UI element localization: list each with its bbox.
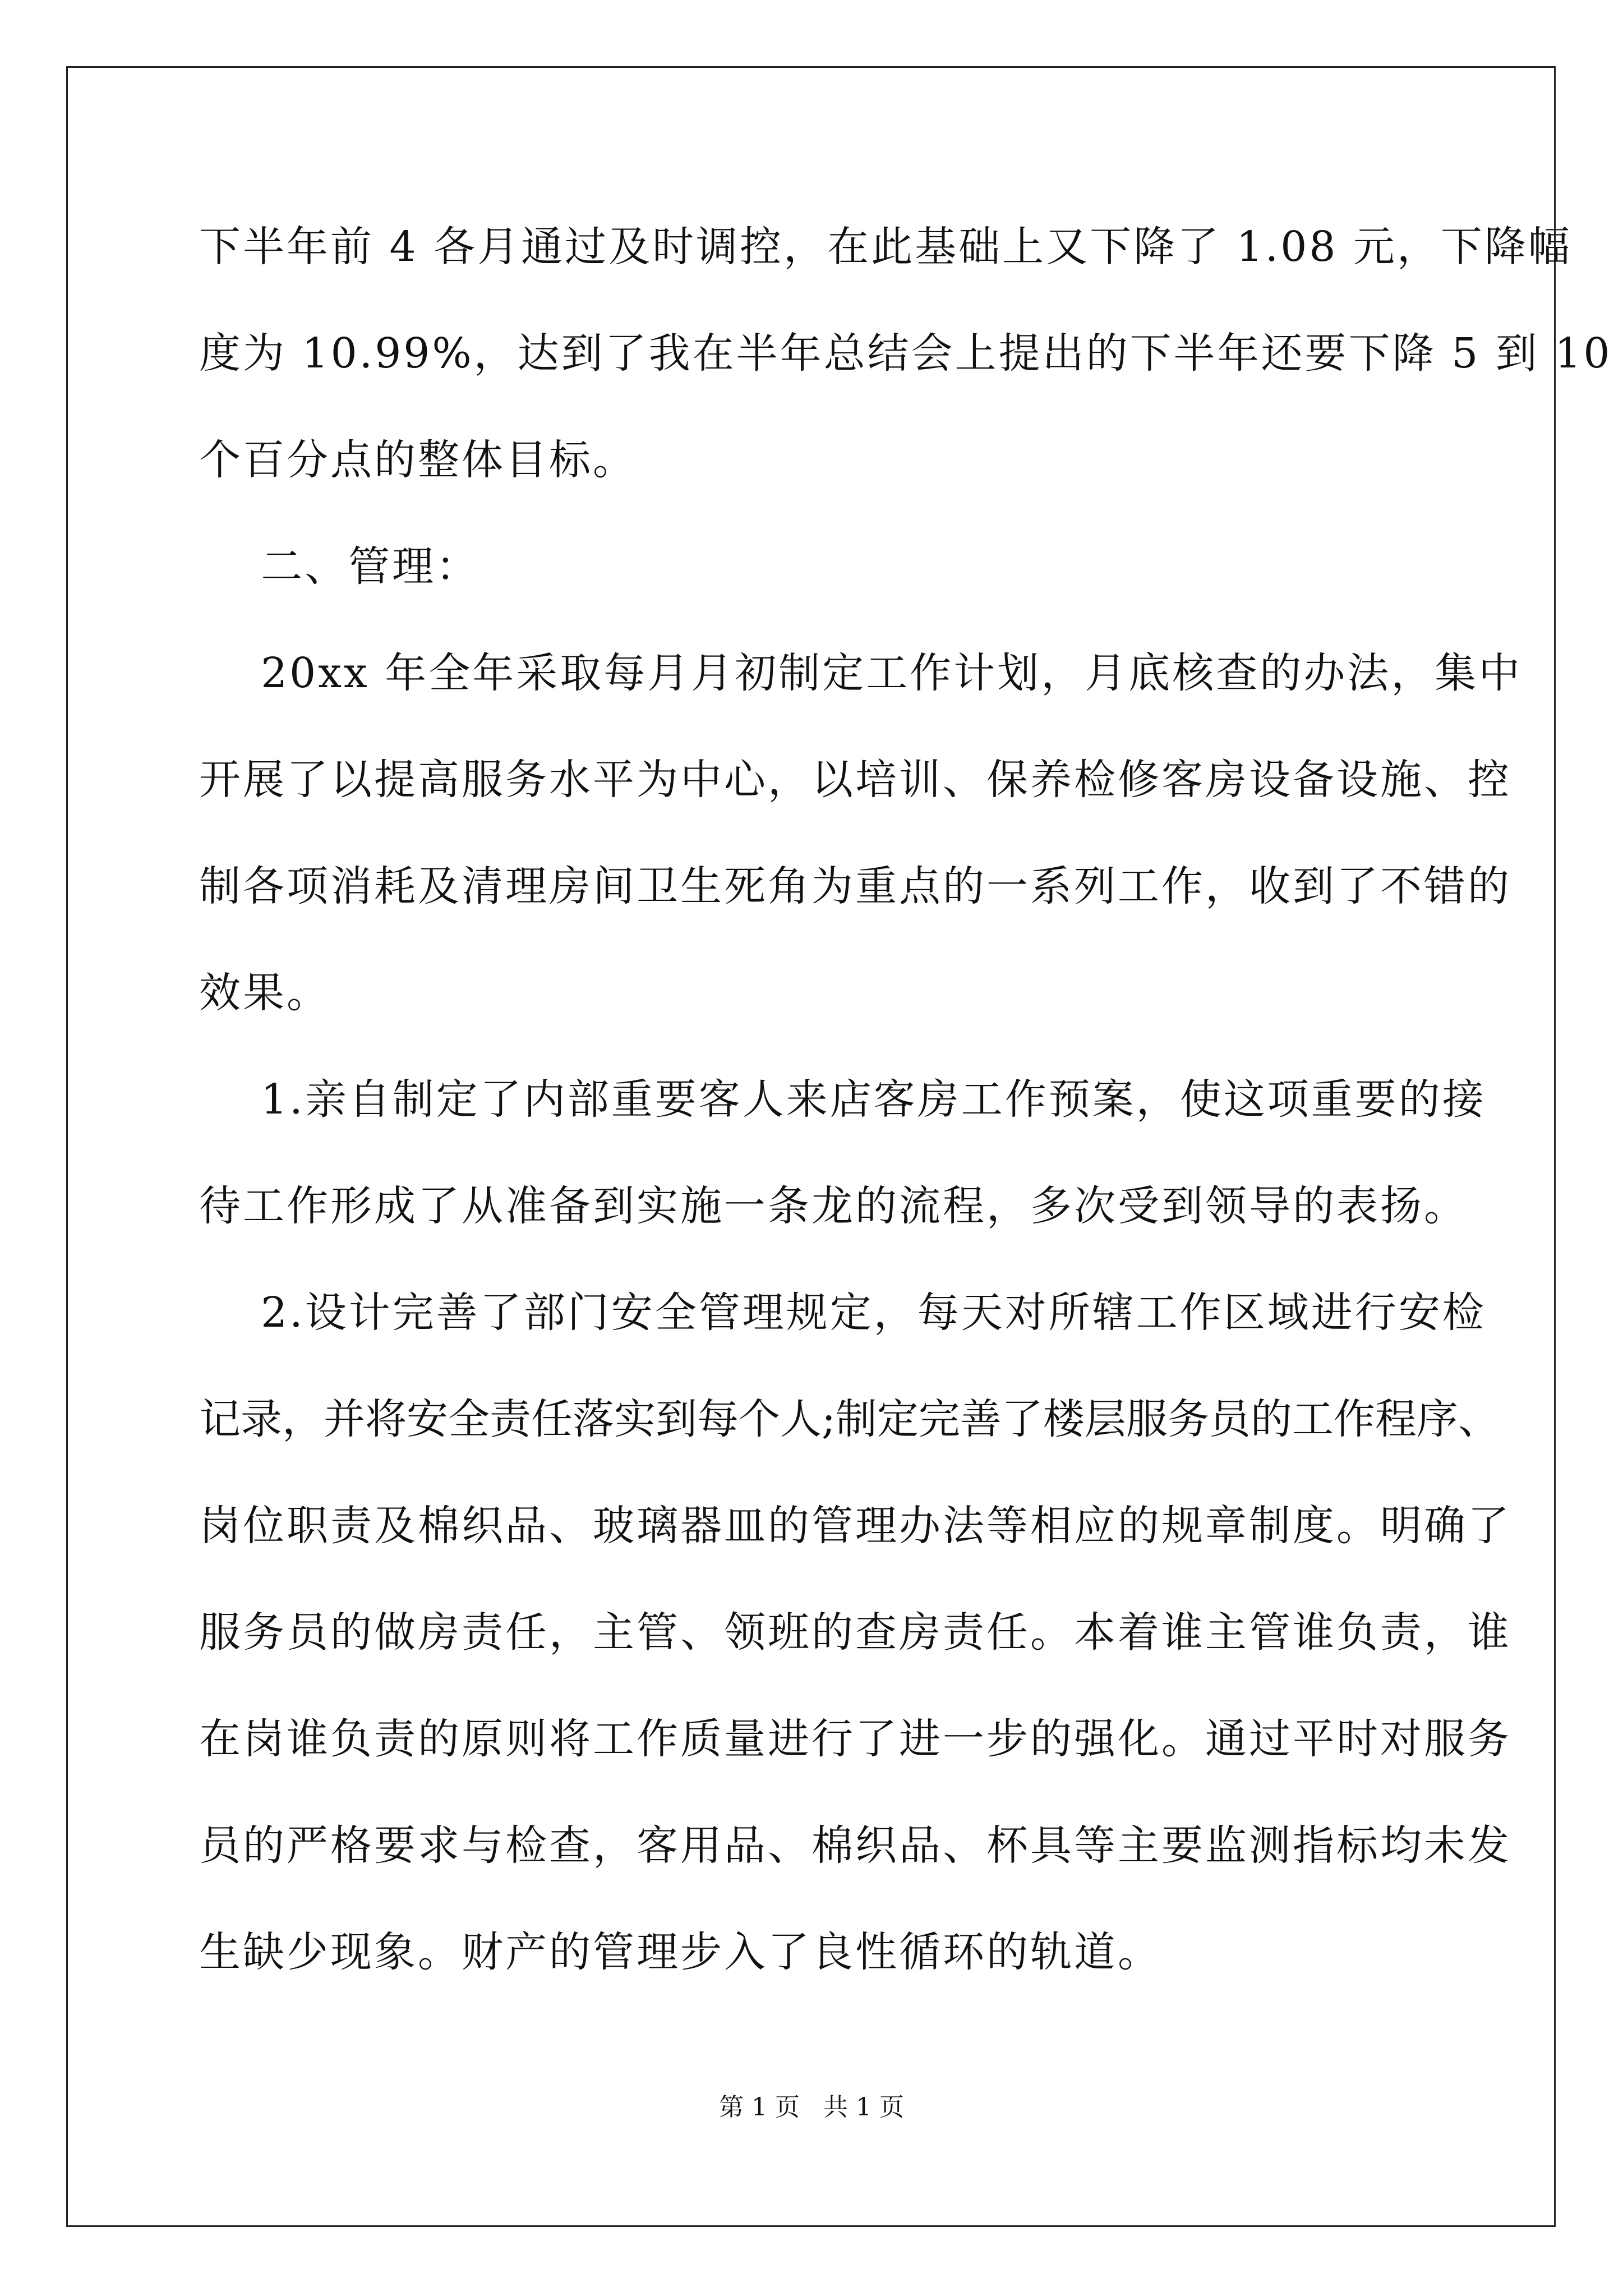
- body-line-7: 制各项消耗及清理房间卫生死角为重点的一系列工作，收到了不错的: [199, 862, 1511, 910]
- body-line-13: 岗位职责及棉织品、玻璃器皿的管理办法等相应的规章制度。明确了: [199, 1502, 1511, 1550]
- body-line-2: 度为 10.99%，达到了我在半年总结会上提出的下半年还要下降 5 到 10: [199, 329, 1612, 378]
- section-heading-management: 二、管理：: [199, 542, 480, 591]
- body-line-5: 20xx 年全年采取每月月初制定工作计划，月底核查的办法，集中: [199, 649, 1523, 697]
- body-line-6: 开展了以提高服务水平为中心，以培训、保养检修客房设备设施、控: [199, 756, 1511, 804]
- body-line-11: 2.设计完善了部门安全管理规定，每天对所辖工作区域进行安检: [199, 1289, 1486, 1337]
- body-line-1: 下半年前 4 各月通过及时调控，在此基础上又下降了 1.08 元，下降幅: [199, 223, 1572, 271]
- page-border: [66, 66, 1556, 2227]
- page-footer: 第 1 页 共 1 页: [719, 2093, 904, 2122]
- body-line-10: 待工作形成了从准备到实施一条龙的流程，多次受到领导的表扬。: [199, 1182, 1468, 1230]
- body-line-17: 生缺少现象。财产的管理步入了良性循环的轨道。: [199, 1928, 1161, 1976]
- body-line-15: 在岗谁负责的原则将工作质量进行了进一步的强化。通过平时对服务: [199, 1715, 1511, 1763]
- body-line-12: 记录，并将安全责任落实到每个人;制定完善了楼层服务员的工作程序、: [199, 1395, 1500, 1443]
- body-line-8: 效果。: [199, 969, 330, 1017]
- body-line-16: 员的严格要求与检查，客用品、棉织品、杯具等主要监测指标均未发: [199, 1821, 1511, 1870]
- body-line-3: 个百分点的整体目标。: [199, 436, 637, 484]
- body-line-14: 服务员的做房责任，主管、领班的查房责任。本着谁主管谁负责，谁: [199, 1608, 1511, 1657]
- body-line-9: 1.亲自制定了内部重要客人来店客房工作预案，使这项重要的接: [199, 1075, 1486, 1124]
